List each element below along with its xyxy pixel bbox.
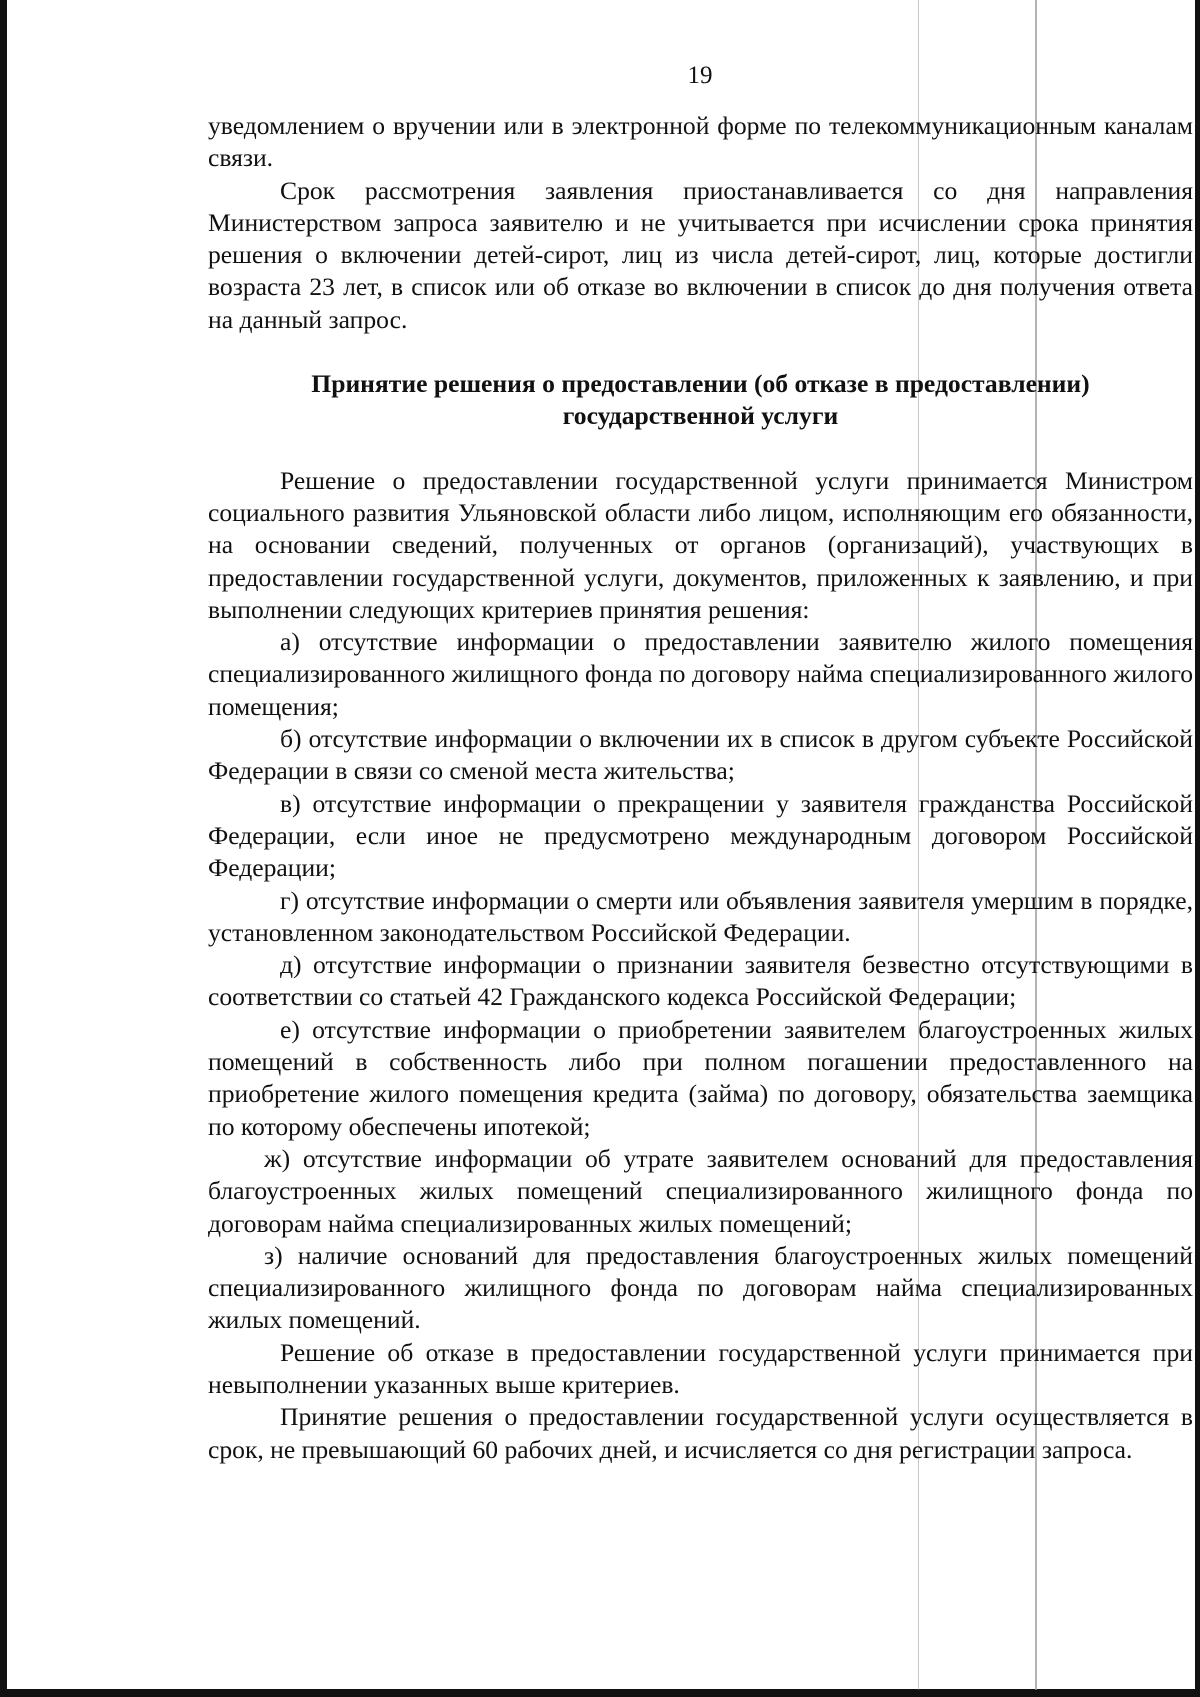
list-item-zh: ж) отсутствие информации об утрате заявителем оснований для предоставления благоустроенных жилых помещений специализированного жилищного фонда по договорам найма специализированных жилых помещений;	[208, 1143, 1193, 1238]
paragraph: Решение об отказе в предоставлении государственной услуги принимается при невыполнении указанных выше критериев.	[208, 1337, 1193, 1399]
section-heading-line: государственной услуги	[562, 401, 839, 431]
list-item-e: е) отсутствие информации о приобретении заявителем благоустроенных жилых помещений в собственность либо при полном погашении предоставленного на приобретение жилого помещения кредита (займа) по договору, обязательства заемщика по которому обеспечены ипотекой;	[208, 1014, 1193, 1141]
scan-border-right	[1195, 0, 1200, 1697]
paragraph: Срок рассмотрения заявления приостанавливается со дня направления Министерством запроса заявителю и не учитывается при исчислении срока принятия решения о включении детей-сирот, лиц из числа детей-сирот, лиц, которые достигли возраста 23 лет, в список или об отказе во включении в список до дня получения ответа на данный запрос.	[208, 175, 1193, 334]
list-item-z: з) наличие оснований для предоставления благоустроенных жилых помещений специализированного жилищного фонда по договорам найма специализированных жилых помещений.	[208, 1240, 1193, 1335]
scan-border-bottom	[0, 1689, 1200, 1697]
paragraph: Принятие решения о предоставлении государственной услуги осуществляется в срок, не превышающий 60 рабочих дней, и исчисляется со дня регистрации запроса.	[208, 1402, 1193, 1464]
scan-border-left	[0, 0, 7, 1697]
paragraph: уведомлением о вручении или в электронной форме по телекоммуникационным каналам связи.	[208, 111, 1193, 173]
list-item-a: а) отсутствие информации о предоставлении заявителю жилого помещения специализированного жилищного фонда по договору найма специализированного жилого помещения;	[208, 627, 1193, 721]
document-body	[208, 110, 1193, 1466]
list-item-b: б) отсутствие информации о включении их в список в другом субъекте Российской Федерации в связи со сменой места жительства;	[208, 724, 1193, 786]
list-item-v: в) отсутствие информации о прекращении у заявителя гражданства Российской Федерации, если иное не предусмотрено международным договором Российской Федерации;	[208, 788, 1193, 883]
section-heading-line: Принятие решения о предоставлении (об отказе в предоставлении)	[311, 369, 1090, 399]
list-item-d: д) отсутствие информации о признании заявителя безвестно отсутствующими в соответствии со статьей 42 Гражданского кодекса Российской Федерации;	[208, 950, 1193, 1012]
page-number: 19	[687, 62, 713, 89]
section-heading	[208, 368, 1193, 433]
list-item-g: г) отсутствие информации о смерти или объявления заявителя умершим в порядке, установленном законодательством Российской Федерации.	[208, 885, 1193, 947]
paragraph: Решение о предоставлении государственной услуги принимается Министром социального развития Ульяновской области либо лицом, исполняющим его обязанности, на основании сведений, полученных от органов (организаций), участвующих в предоставлении государственной услуги, документов, приложенных к заявлению, и при выполнении следующих критериев принятия решения:	[208, 465, 1193, 624]
